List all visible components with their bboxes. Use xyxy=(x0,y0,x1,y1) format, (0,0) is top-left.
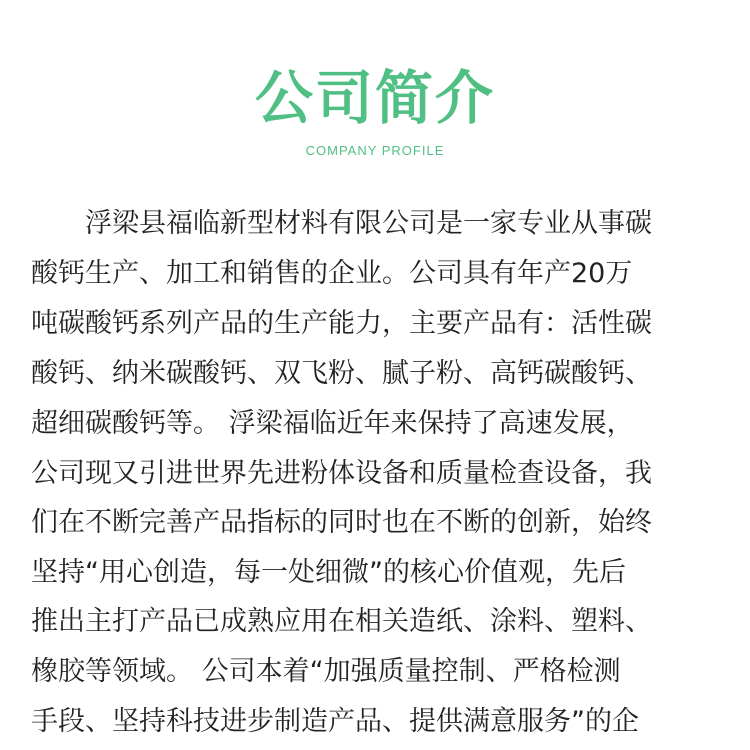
page-subtitle: COMPANY PROFILE xyxy=(305,143,445,158)
body-line: 坚持“用心创造，每一处细微”的核心价值观，先后 xyxy=(31,557,626,588)
body-line: 手段、坚持科技进步制造产品、提供满意服务”的企 xyxy=(31,706,639,737)
body-line: 们在不断完善产品指标的同时也在不断的创新，始终 xyxy=(31,507,652,538)
body-line: 酸钙、纳米碳酸钙、双飞粉、腻子粉、高钙碳酸钙、 xyxy=(31,358,652,389)
body-line: 推出主打产品已成熟应用在相关造纸、涂料、塑料、 xyxy=(31,606,652,637)
body-line: 浮梁县福临新型材料有限公司是一家专业从事碳 xyxy=(85,208,652,239)
body-line: 公司现又引进世界先进粉体设备和质量检查设备，我 xyxy=(31,458,652,489)
body-line: 吨碳酸钙系列产品的生产能力，主要产品有：活性碳 xyxy=(31,308,652,339)
body-line: 超细碳酸钙等。 浮梁福临近年来保持了高速发展， xyxy=(31,408,634,439)
body-line: 橡胶等领域。 公司本着“加强质量控制、严格检测 xyxy=(31,656,621,687)
body-line: 酸钙生产、加工和销售的企业。公司具有年产20万 xyxy=(31,258,633,289)
page-title: 公司简介 xyxy=(254,64,495,132)
